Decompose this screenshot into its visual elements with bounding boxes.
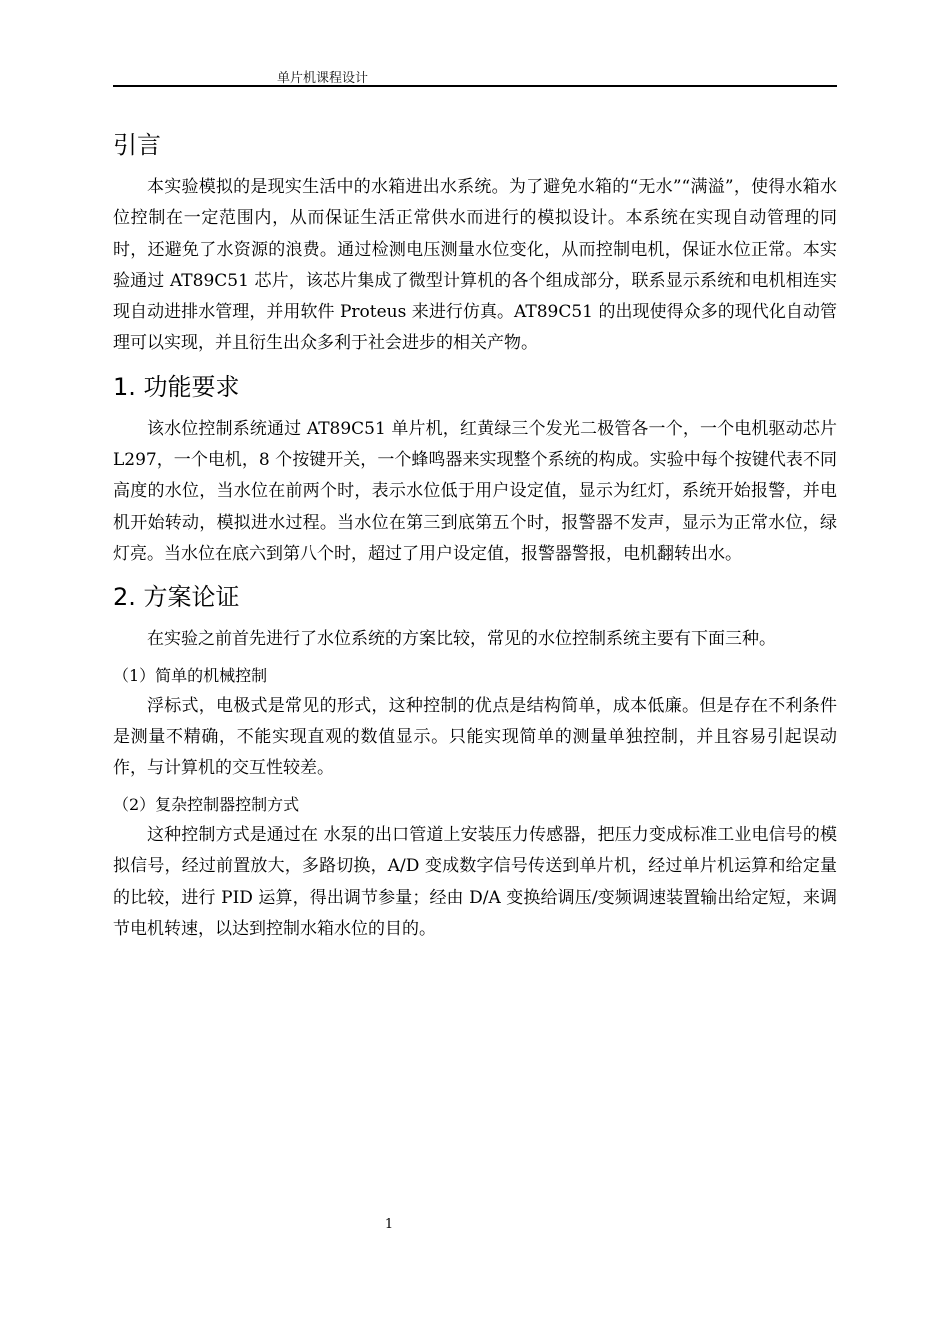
section2-heading: 2. 方案论证 xyxy=(113,583,240,612)
subsection-2-title: （2）复杂控制器控制方式 xyxy=(113,794,300,814)
running-header: 单片机课程设计 xyxy=(277,71,369,86)
section1-heading: 1. 功能要求 xyxy=(113,372,240,401)
page-number: 1 xyxy=(384,1217,394,1232)
subsection-1-title: （1）简单的机械控制 xyxy=(113,665,268,685)
header-rule xyxy=(113,85,837,87)
intro-paragraph: 本实验模拟的是现实生活中的水箱进出水系统。为了避免水箱的“无水”“满溢”，使得水箱水位控制在一定范围内，从而保证生活正常供水而进行的模拟设计。本系统在实现自动管理的同时，还避免了水资源的浪费。通过检测电压测量水位变化，从而控制电机，保证水位正常。本实验通过 AT89C51 芯片，该芯片集成了微型计算机的各个组成部分，联系显示系统和电机相连实现自动进排水管理，并用软件 Proteus 来进行仿真。AT89C51 的出现使得众多的现代化自动管理可以实现，并且衍生出众多利于社会进步的相关产物。 xyxy=(113,177,837,354)
subsection-2-paragraph: 这种控制方式是通过在 水泵的出口管道上安装压力传感器，把压力变成标准工业电信号的模拟信号，经过前置放大，多路切换，A/D 变成数字信号传送到单片机，经过单片机运算和给定量的比较，进行 PID 运算，得出调节参量；经由 D/A 变换给调压/变频调速装置输出给定短，来调节电机转速，以达到控制水箱水位的目的。 xyxy=(113,825,837,939)
subsection-1-paragraph: 浮标式，电极式是常见的形式，这种控制的优点是结构简单，成本低廉。但是存在不利条件是测量不精确，不能实现直观的数值显示。只能实现简单的测量单独控制，并且容易引起误动作，与计算机的交互性较差。 xyxy=(113,695,837,779)
intro-heading: 引言 xyxy=(113,131,161,159)
section1-paragraph: 该水位控制系统通过 AT89C51 单片机，红黄绿三个发光二极管各一个，一个电机驱动芯片 L297，一个电机，8 个按键开关，一个蜂鸣器来实现整个系统的构成。实验中每个按键代表不同高度的水位，当水位在前两个时，表示水位低于用户设定值，显示为红灯，系统开始报警，并电机开始转动，模拟进水过程。当水位在第三到底第五个时，报警器不发声，显示为正常水位，绿灯亮。当水位在底六到第八个时，超过了用户设定值，报警器警报，电机翻转出水。 xyxy=(113,418,837,564)
page-content xyxy=(113,118,837,945)
section2-paragraph: 在实验之前首先进行了水位系统的方案比较，常见的水位控制系统主要有下面三种。 xyxy=(147,629,776,650)
